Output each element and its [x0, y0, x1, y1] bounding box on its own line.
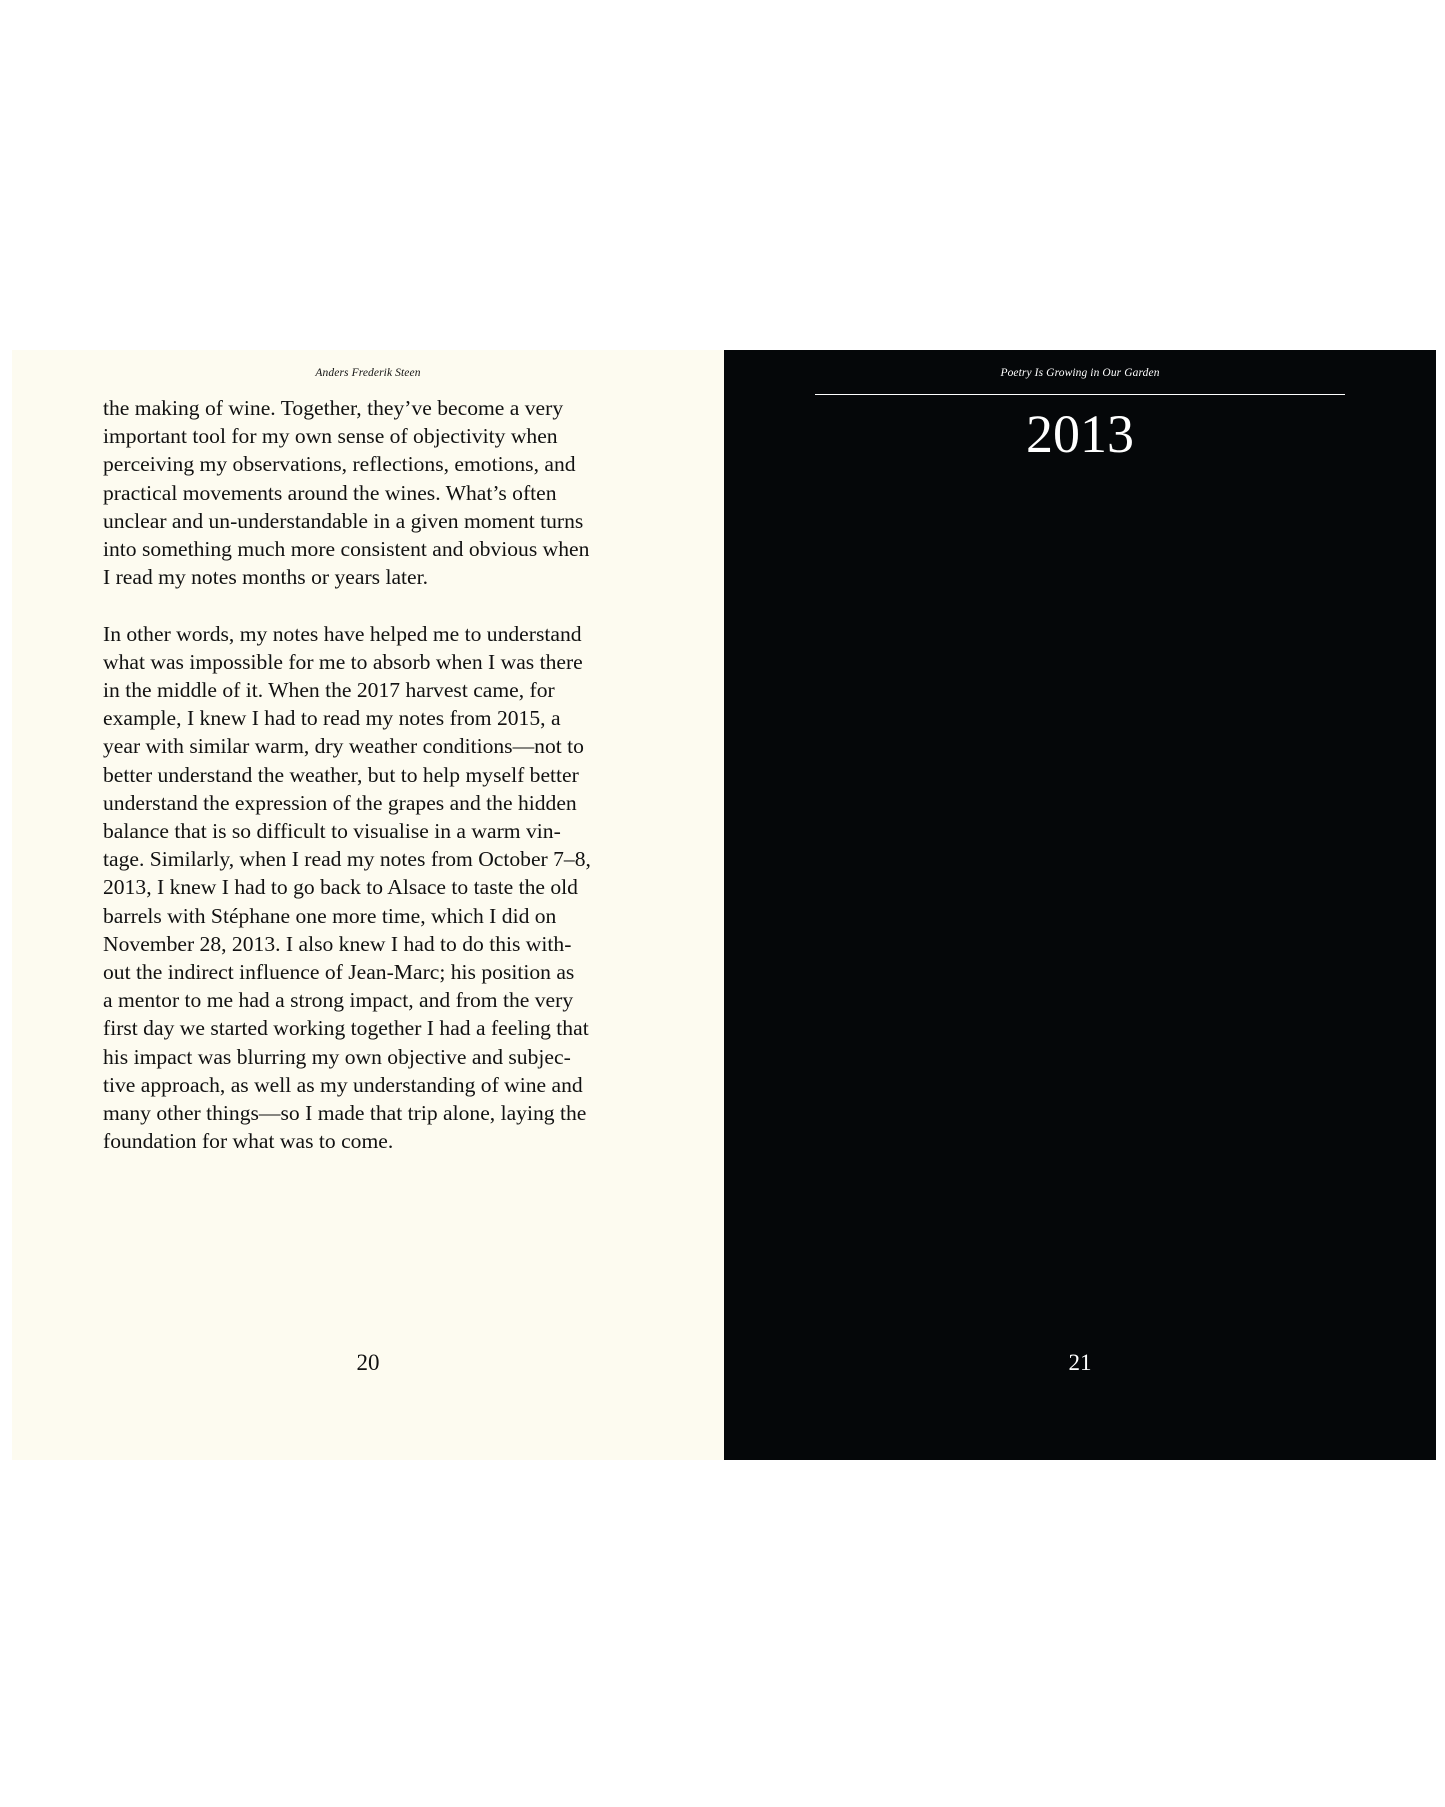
body-text-line: foundation for what was to come. [103, 1129, 394, 1154]
body-text-line: practical movements around the wines. What’s often [103, 480, 557, 505]
body-text-line: in the middle of it. When the 2017 harvest came, for [103, 678, 555, 703]
body-text-line: many other things—so I made that trip alone, laying the [103, 1101, 587, 1126]
body-text-line: unclear and un-understandable in a given moment turns [103, 508, 584, 533]
body-text-line: better understand the weather, but to help myself better [103, 762, 579, 787]
body-text-line: tage. Similarly, when I read my notes from October 7–8, [103, 847, 591, 872]
body-text-line: what was impossible for me to absorb when I was there [103, 649, 583, 674]
body-text-line: a mentor to me had a strong impact, and from the very [103, 988, 574, 1013]
paragraph-break [103, 591, 643, 619]
body-text-line: In other words, my notes have helped me to understand [103, 621, 582, 646]
body-text-line: first day we started working together I had a feeling that [103, 1016, 589, 1041]
body-text-line: year with similar warm, dry weather conditions—not to [103, 734, 584, 759]
left-page [12, 350, 724, 1460]
body-text-line: perceiving my observations, reflections, emotions, and [103, 452, 576, 477]
body-text-line: out the indirect influence of Jean-Marc; his position as [103, 960, 575, 985]
right-page [724, 350, 1436, 1460]
body-text-line: tive approach, as well as my understanding of wine and [103, 1072, 583, 1097]
body-text-line: the making of wine. Together, they’ve become a very [103, 396, 564, 420]
body-text-line: into something much more consistent and obvious when [103, 537, 590, 562]
book-spread [12, 350, 1436, 1460]
body-text [103, 394, 643, 1155]
body-text-line: understand the expression of the grapes and the hidden [103, 790, 577, 815]
body-text-line: balance that is so difficult to visualise in a warm vin- [103, 819, 561, 844]
body-text-line: his impact was blurring my own objective and subjec- [103, 1044, 571, 1069]
running-head-title: Poetry Is Growing in Our Garden [1000, 367, 1160, 379]
page-number-right: 21 [1068, 1350, 1092, 1375]
body-text-line: barrels with Stéphane one more time, which I did on [103, 903, 557, 928]
body-text-line: 2013, I knew I had to go back to Alsace to taste the old [103, 875, 578, 900]
body-text-line: example, I knew I had to read my notes from 2015, a [103, 706, 561, 731]
body-text-line: important tool for my own sense of objectivity when [103, 424, 558, 449]
header-rule [815, 394, 1345, 395]
body-text-line: I read my notes months or years later. [103, 565, 429, 590]
page-number-left: 20 [356, 1350, 380, 1375]
running-head-author: Anders Frederik Steen [315, 367, 421, 379]
chapter-heading-year: 2013 [1026, 404, 1134, 464]
body-text-line: November 28, 2013. I also knew I had to do this with- [103, 931, 572, 956]
